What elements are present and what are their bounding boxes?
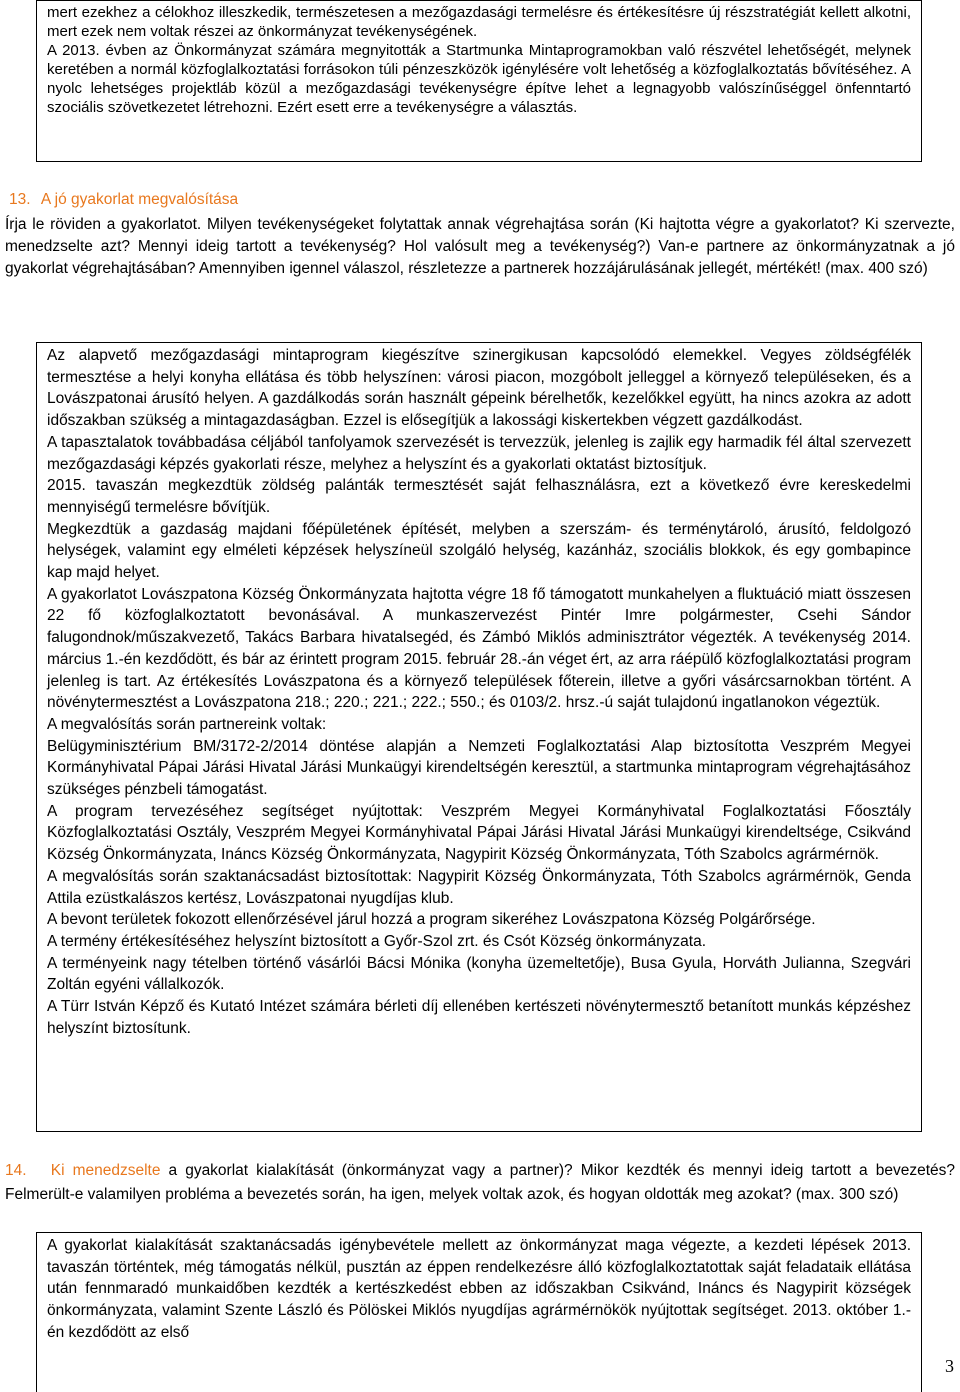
paragraph: A program tervezéséhez segítséget nyújtottak: Veszprém Megyei Kormányhivatal Foglalkoztatási Főosztály Közfoglalkoztatási Osztály, Veszprém Megyei Kormányhivatal Pápai Járási Hivatal Járási Munkaügyi kirendeltsége, Csikvánd Község Önkormányzata, Ináncs Község Önkormányzata, Nagypirit Község Önkormányzata, Tóth Szabolcs agrármérnök. [47, 802, 911, 864]
top-text-box [36, 0, 922, 162]
paragraph: A gyakorlat kialakítását szaktanácsadás igénybevétele mellett az önkormányzat maga végezte, a kezdeti lépések 2013. tavaszán történtek, még támogatás nélkül, pusztán az éppen rendelkezésre álló közfoglalkoztatottak saját feladataik ellátása után fennmaradó munkaidőben kezdték a kertészkedést ebben az időszakban Csikvánd, Ináncs és Nagypirit községek önkormányzata, valamint Szente László és Pölöskei Miklós nyugdíjas agrármérnökök nyújtottak segítséget. 2013. október 1.-én kezdődött az első [47, 1237, 911, 1341]
paragraph: Megkezdtük a gazdaság majdani főépületének építését, melyben a szerszám- és terménytároló, árusító, feldolgozó helységek, valamint egy elméleti képzések helyszíneül szolgáló helység, kazánház, szociális blokkok, és egy gombapince kap majd helyet. [47, 520, 911, 582]
paragraph: A gyakorlatot Lovászpatona Község Önkormányzata hajtotta végre 18 fő támogatott munkahelyen a fluktuáció miatt összesen 22 fő közfoglalkoztatott bevonásával. A munkaszervezést Pintér Imre polgármester, Csehi Sándor falugondnok/műszakvezető, Takács Barbara hivatalsegéd, és Zámbó Miklós adminisztrátor végezték. A tevékenység 2014. március 1.-én kezdődött, és bár az érintett program 2015. február 28.-án véget ért, az arra ráépülő közfoglalkoztatási program jelenleg is tart. Az értékesítés Lovászpatona és a környező települések főterein, illetve a győri vásárcsarnokban történt. A növénytermesztést a Lovászpatona 218.; 220.; 221.; 222.; 550.; és 0103/2. hrsz.-ú saját tulajdonú ingatlanokon végeztük. [47, 585, 911, 712]
paragraph: A tapasztalatok továbbadása céljából tanfolyamok szervezését is tervezzük, jelenleg is zajlik egy harmadik fél által szervezett mezőgazdasági képzés gyakorlati része, melyhez a helyszínt és a gyakorlati oktatást biztosítjuk. [47, 433, 911, 473]
paragraph: A 2013. évben az Önkormányzat számára megnyitották a Startmunka Mintaprogramokban való részvétel lehetőségét, melynek keretében a normál közfoglalkoztatási forrásokon túli pénzeszközök igénylésére volt lehetőség a közfoglalkoztatás bővítéséhez. A nyolc lehetséges projektláb közül a mezőgazdasági tevékenységre építve lehet a legnagyobb valószínűséggel önfenntartó szociális szövetkezetet létrehozni. Ezért esett erre a tevékenységre a választás. [47, 42, 911, 116]
paragraph: 2015. tavaszán megkezdtük zöldség palánták termesztését saját felhasználásra, ezt a következő évre kereskedelmi mennyiségű termelésre bővítjük. [47, 477, 911, 516]
page-number: 3 [945, 1356, 954, 1377]
section-13-heading [9, 189, 238, 211]
paragraph: A termény értékesítéséhez helyszínt biztosított a Győr-Szol zrt. és Csót Község önkormányzata. [47, 932, 707, 950]
section-14-highlight: Ki menedzselte [50, 1162, 161, 1179]
paragraph: Belügyminisztérium BM/3172-2/2014 döntése alapján a Nemzeti Foglalkoztatási Alap biztosította Veszprém Megyei Kormányhivatal Pápai Járási Hivatal Járási Munkaügyi kirendeltségén keresztül, a startmunka mintaprogram végrehajtásához szükséges pénzbeli támogatást. [47, 737, 911, 799]
paragraph: A Türr István Képző és Kutató Intézet számára bérleti díj ellenében kertészeti növénytermesztő betanított munkás képzéshez helyszínt biztosítunk. [47, 998, 911, 1037]
paragraph: A megvalósítás során partnereink voltak: [47, 715, 327, 733]
paragraph: A megvalósítás során szaktanácsadást biztosítottak: Nagypirit Község Önkormányzata, Tóth Szabolcs agrármérnök, Genda Attila ezüstkalászos kertész, Lovászpatonai nyugdíjas klub. [47, 867, 911, 907]
section-13-number: 13. [9, 191, 31, 208]
paragraph: mert ezekhez a célokhoz illeszkedik, természetesen a mezőgazdasági termelésre és értékesítésre új részstratégiát kellett alkotni, mert ezek nem voltak részei az önkormányzat tevékenységének. [47, 4, 911, 40]
paragraph: Az alapvető mezőgazdasági mintaprogram kiegészítve szinergikusan kapcsolódó elemekkel. Vegyes zöldségfélék termesztése a helyi konyha ellátása és több helyszínen: városi piacon, mozgóbolt jelleggel a környező településeken, és a Lovászpatonai árusító helyen. A gazdálkodás során használt gépeink bérelhetők, kezelőkkel együtt, ha nincs azokra az adott időszakban szükség a mintagazdaságban. Ezzel is elősegítjük a lakossági kiskertekben végzett gazdálkodást. [47, 347, 911, 430]
paragraph: A terményeink nagy tételben történő vásárlói Bácsi Mónika (konyha üzemeltetője), Busa Gyula, Horváth Julianna, Szegvári Zoltán egyéni vállalkozók. [47, 954, 911, 994]
section-13-answer-box [36, 342, 922, 1132]
section-14-answer-box [36, 1232, 922, 1392]
section-14-question-text: a gyakorlat kialakítását (önkormányzat vagy a partner)? Mikor kezdték és mennyi ideig tartott a bevezetés? Felmerült-e valamilyen probléma a bevezetés során, ha igen, melyek voltak azok, és hogyan oldották meg azokat? (max. 300 szó) [5, 1162, 956, 1203]
section-14-number: 14. [5, 1162, 27, 1179]
paragraph: A bevont területek fokozott ellenőrzésével járul hozzá a program sikeréhez Lovászpatona Község Polgárőrsége. [47, 911, 816, 929]
section-13-title: A jó gyakorlat megvalósítása [40, 191, 239, 208]
section-14-question [5, 1159, 955, 1206]
section-13-question: Írja le röviden a gyakorlatot. Milyen tevékenységeket folytattak annak végrehajtása során (Ki hajtotta végre a gyakorlatot? Ki szervezte, menedzselte azt? Mennyi ideig tartott a tevékenység? Hol valósult meg a tevékenység?) Van-e partnere az önkormányzatnak a jó gyakorlat végrehajtásában? Amennyiben igennel válaszol, részletezze a partnerek hozzájárulásának jellegét, mértékét! (max. 400 szó) [5, 216, 955, 277]
